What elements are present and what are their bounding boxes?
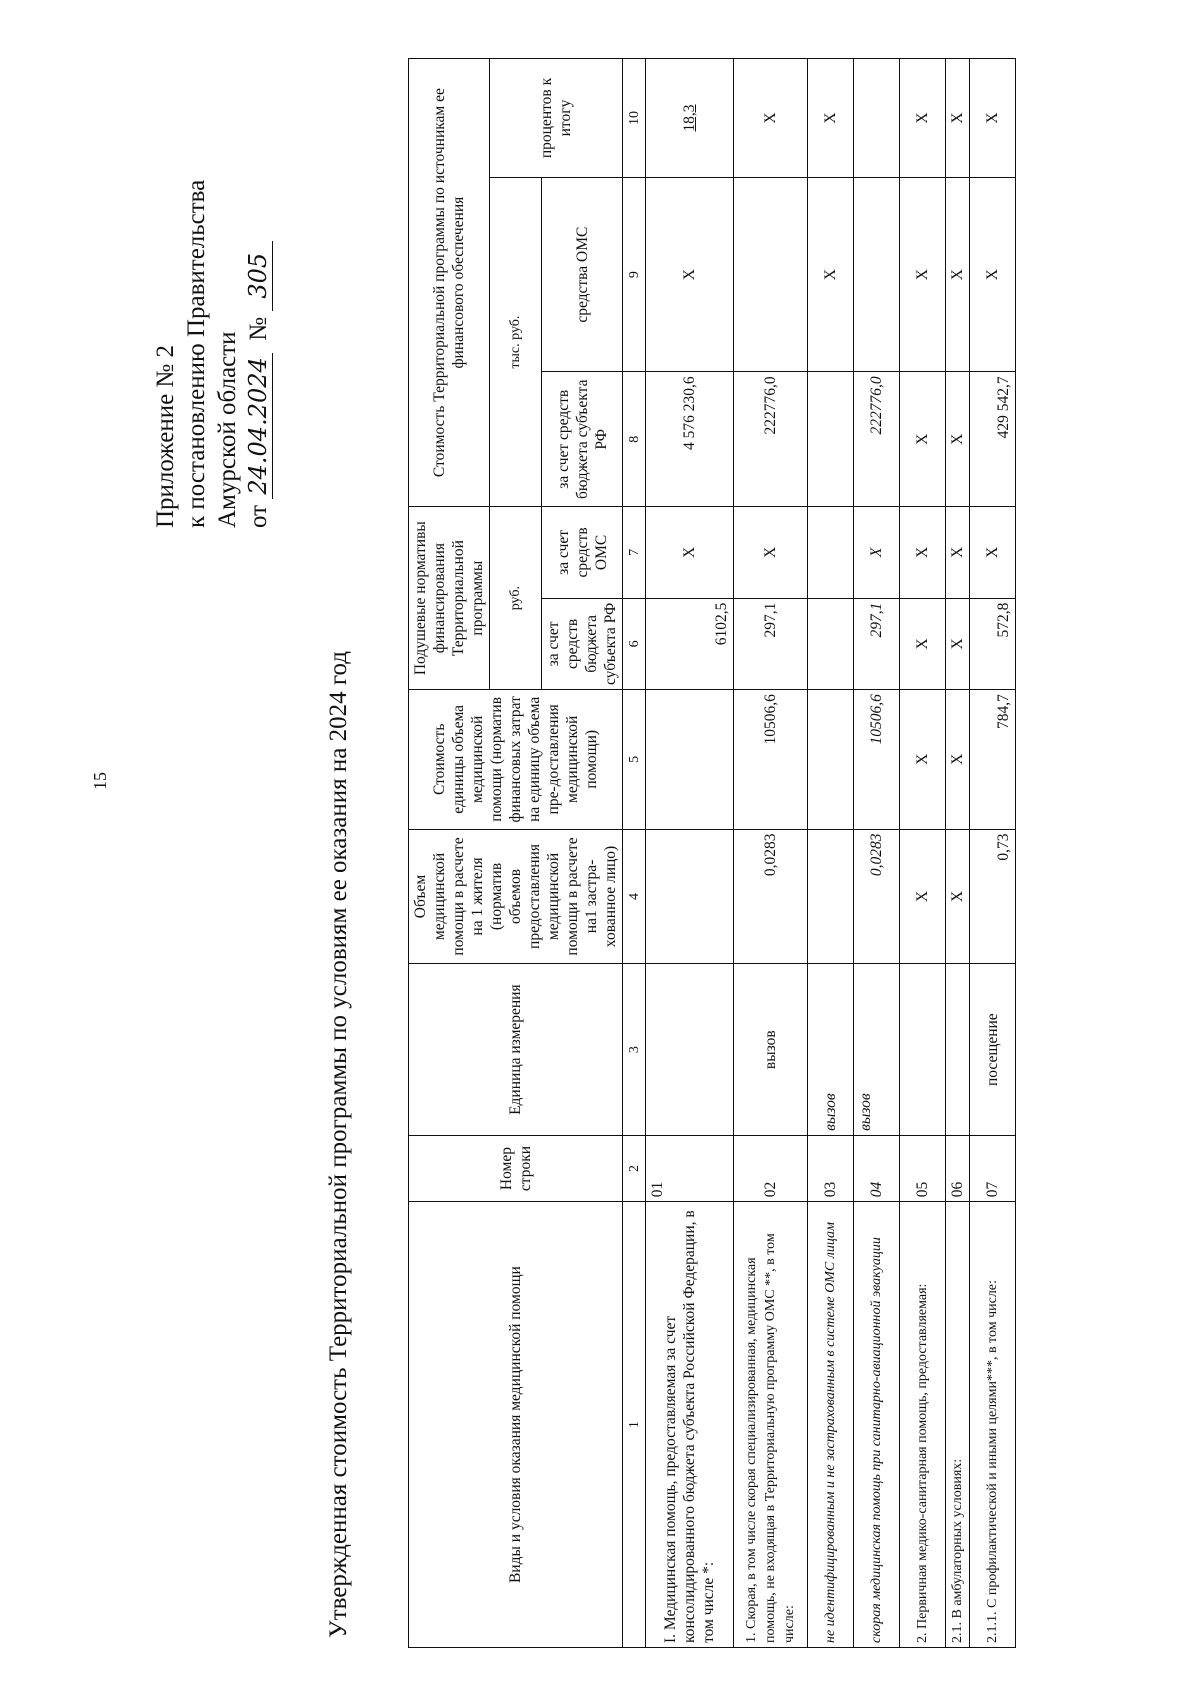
row-oms-cost [734,177,808,371]
appendix-line-2: к постановлению Правительства [183,179,210,528]
row-budget-cost: 429 542,7 [970,372,1016,507]
appendix-line-3: Амурской области [214,331,241,528]
header-row-1 [409,59,490,1648]
handwritten-date: 24.04.2024 [244,353,273,498]
row-unit-cost: X [900,690,946,829]
table-row [900,59,946,1648]
row-volume: 0,0283 [734,829,808,964]
row-oms-cost: X [808,177,854,371]
column-number: 7 [623,507,646,598]
column-number: 9 [623,177,646,371]
row-volume [646,829,734,964]
page-number: 15 [90,772,110,790]
row-name: 2. Первичная медико-санитарная помощь, предоставляемая: [900,1202,946,1648]
row-budget-per-capita: 6102,5 [646,598,734,689]
row-volume: X [900,829,946,964]
row-unit-cost [808,690,854,829]
row-unit: вызов [734,964,808,1135]
number-label: № [245,316,272,341]
row-volume: 0,0283 [854,829,900,964]
row-volume: X [946,829,970,964]
row-unit [900,964,946,1135]
row-budget-cost: 222776,0 [854,372,900,507]
column-number: 3 [623,964,646,1135]
header-line-number: Номер строки [409,1135,623,1201]
row-name: I. Медицинская помощь, предоставляемая за счет консолидированного бюджета субъекта Российской Федерации, в том числе *: [646,1202,734,1648]
from-label: от [245,504,272,528]
row-percent: 18,3 [646,59,734,178]
row-oms-per-capita: X [970,507,1016,598]
header-volume: Объем медицинской помощи в расчете на 1 жителя (норматив объемов предоставления медицинской помощи в расчете на1 застра-хованное лицо) [409,829,623,964]
row-budget-cost: 4 576 230,6 [646,372,734,507]
row-percent: X [734,59,808,178]
row-percent: X [946,59,970,178]
column-number: 8 [623,372,646,507]
row-percent: X [808,59,854,178]
row-budget-per-capita: 297,1 [854,598,900,689]
row-oms-cost: X [946,177,970,371]
row-unit: посещение [970,964,1016,1135]
column-number: 1 [623,1202,646,1648]
row-volume [808,829,854,964]
row-line-number: 05 [900,1135,946,1201]
appendix-date-line [243,180,274,528]
column-number: 6 [623,598,646,689]
row-oms-cost: X [646,177,734,371]
row-budget-cost [808,372,854,507]
row-oms-per-capita: X [900,507,946,598]
row-name: 2.1. В амбулаторных условиях: [946,1202,970,1648]
row-budget-per-capita: X [946,598,970,689]
table-row [946,59,970,1648]
row-unit-cost: X [946,690,970,829]
row-name: 1. Скорая, в том числе скорая специализированная, медицинская помощь, не входящая в Территориальную программу ОМС **, в том числе: [734,1202,808,1648]
row-budget-cost: X [946,372,970,507]
table-row [854,59,900,1648]
row-line-number: 01 [646,1135,734,1201]
row-unit [946,964,970,1135]
row-line-number: 04 [854,1135,900,1201]
row-percent: X [970,59,1016,178]
header-budget-cost: за счет средств бюджета субъекта РФ [542,372,623,507]
row-oms-per-capita: X [854,507,900,598]
appendix-line-1: Приложение № 2 [152,344,179,528]
row-unit-cost: 10506,6 [854,690,900,829]
table-row [734,59,808,1648]
row-line-number: 02 [734,1135,808,1201]
header-oms-cost: средства ОМС [542,177,623,371]
row-budget-per-capita: 297,1 [734,598,808,689]
header-oms-per-capita: за счет средств ОМС [542,507,623,598]
header-rub: руб. [490,507,542,690]
row-oms-per-capita: X [946,507,970,598]
row-name: 2.1.1. С профилактической и иными целями***, в том числе: [970,1202,1016,1648]
row-budget-per-capita [808,598,854,689]
row-percent: X [900,59,946,178]
row-oms-cost: X [970,177,1016,371]
column-number: 4 [623,829,646,964]
table-row [808,59,854,1648]
row-unit: вызов [854,964,900,1135]
row-line-number: 07 [970,1135,1016,1201]
row-oms-cost: X [900,177,946,371]
row-budget-per-capita: 572,8 [970,598,1016,689]
row-line-number: 06 [946,1135,970,1201]
column-number-row [623,59,646,1648]
column-number: 5 [623,690,646,829]
row-unit: вызов [808,964,854,1135]
cost-table [408,58,1016,1648]
row-oms-cost [854,177,900,371]
appendix-block [150,180,274,528]
row-unit-cost [646,690,734,829]
row-budget-cost: 222776,0 [734,372,808,507]
header-kinds: Виды и условия оказания медицинской помощи [409,1202,623,1648]
row-oms-per-capita: X [734,507,808,598]
header-budget-per-capita: за счет средств бюджета субъекта РФ [542,598,623,689]
header-thousand-rub: тыс. руб. [490,177,542,506]
column-number: 2 [623,1135,646,1201]
row-unit-cost: 784,7 [970,690,1016,829]
header-percent: процентов к итогу [490,59,623,178]
row-unit-cost: 10506,6 [734,690,808,829]
table-row [970,59,1016,1648]
row-oms-per-capita: X [646,507,734,598]
table-row [646,59,734,1648]
header-unit-cost: Стоимость единицы объема медицинской помощи (норматив финансовых затрат на единицу объема пре-доставления медицинской помощи) [409,690,623,829]
row-unit [646,964,734,1135]
header-unit: Единица измерения [409,964,623,1135]
row-budget-per-capita: X [900,598,946,689]
row-name: скорая медицинская помощь при санитарно-авиационной эвакуации [854,1202,900,1648]
header-per-capita: Подушевые нормативы финансирования Территориальной программы [409,507,490,690]
row-volume: 0,73 [970,829,1016,964]
document-title: Утвержденная стоимость Территориальной программы по условиям ее оказания на 2024 год [325,651,352,1638]
column-number: 10 [623,59,646,178]
row-oms-per-capita [808,507,854,598]
row-name: не идентифицированным и не застрахованным в системе ОМС лицам [808,1202,854,1648]
handwritten-number: 305 [244,241,273,311]
row-percent [854,59,900,178]
row-line-number: 03 [808,1135,854,1201]
row-budget-cost: X [900,372,946,507]
header-program-cost: Стоимость Территориальной программы по источникам ее финансового обеспечения [409,59,490,507]
